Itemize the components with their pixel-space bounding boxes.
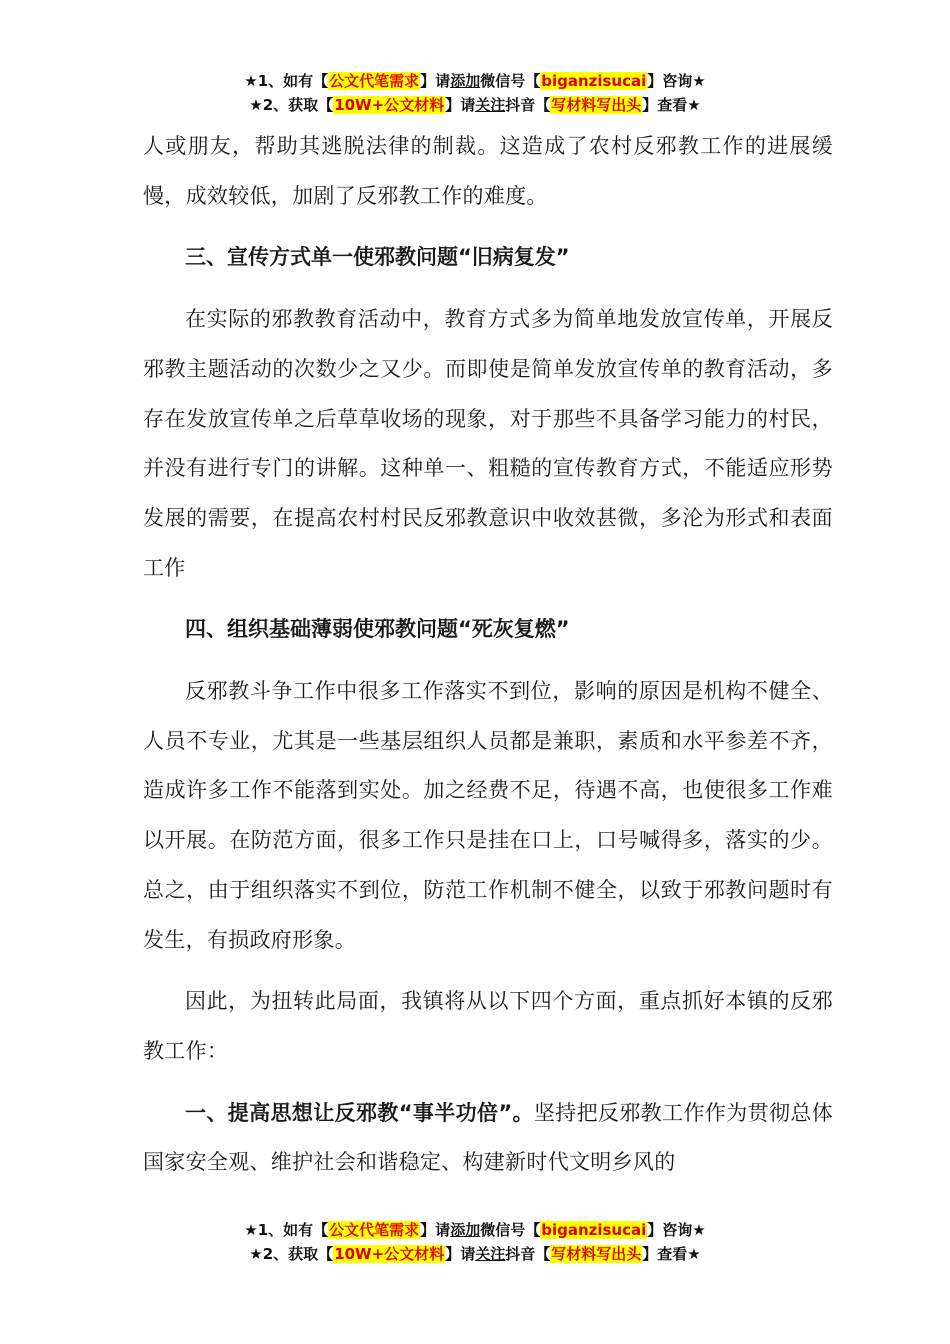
paragraph-measure-1 <box>143 1089 833 1188</box>
banner-text: 微信号【 <box>480 72 541 90</box>
paragraph-section-4: 反邪教斗争工作中很多工作落实不到位，影响的原因是机构不健全、人员不专业，尤其是一些基层组织人员都是兼职，素质和水平参差不齐，造成许多工作不能落到实处。加之经费不足，待遇不高，也使很多工作难以开展。在防范方面，很多工作只是挂在口上，口号喊得多，落实的少。总之，由于组织落实不到位，防范工作机制不健全，以致于邪教问题时有发生，有损政府形象。 <box>143 679 833 952</box>
highlight-service: 公文代笔需求 <box>329 1221 420 1239</box>
section-heading-4: 四、组织基础薄弱使邪教问题“死灰复燃” <box>185 617 570 642</box>
banner-text: ★2、获取【 <box>249 1245 334 1263</box>
banner-text: 】咨询★ <box>647 72 706 90</box>
bottom-promo-banner <box>0 1218 950 1266</box>
banner-line-1 <box>0 69 950 93</box>
banner-text: 】查看★ <box>642 1245 701 1263</box>
banner-text: 】请 <box>445 1245 476 1263</box>
banner-line-1 <box>0 1218 950 1242</box>
document-body <box>143 122 833 1188</box>
underlined-follow: 关注 <box>475 1245 506 1263</box>
measure-1-text: 坚持把反邪教工作作为贯彻总体国家安全观、维护社会和谐稳定、构建新时代文明乡风的 <box>143 1100 833 1175</box>
underlined-add: 添加 <box>450 1221 481 1239</box>
banner-text: 】查看★ <box>642 96 701 114</box>
banner-text: ★1、如有【 <box>244 72 329 90</box>
highlight-wechat-id: biganzisucai <box>541 1221 647 1239</box>
highlight-materials: 10W+公文材料 <box>334 96 445 114</box>
banner-line-2 <box>0 1242 950 1266</box>
banner-text: 抖音【 <box>505 1245 551 1263</box>
banner-text: 】咨询★ <box>647 1221 706 1239</box>
section-heading-3: 三、宣传方式单一使邪教问题“旧病复发” <box>185 245 570 270</box>
highlight-wechat-id: biganzisucai <box>541 72 647 90</box>
banner-text: ★1、如有【 <box>244 1221 329 1239</box>
banner-text: 】请 <box>420 72 451 90</box>
highlight-douyin-account: 写材料写出头 <box>551 96 642 114</box>
underlined-follow: 关注 <box>475 96 506 114</box>
underlined-add: 添加 <box>450 72 481 90</box>
paragraph-conclusion-intro: 因此，为扭转此局面，我镇将从以下四个方面，重点抓好本镇的反邪教工作： <box>143 989 833 1063</box>
banner-text: 】请 <box>445 96 476 114</box>
highlight-materials: 10W+公文材料 <box>334 1245 445 1263</box>
top-promo-banner <box>0 69 950 117</box>
paragraph-continued: 人或朋友，帮助其逃脱法律的制裁。这造成了农村反邪教工作的进展缓慢，成效较低，加剧了反邪教工作的难度。 <box>143 134 833 208</box>
highlight-service: 公文代笔需求 <box>329 72 420 90</box>
highlight-douyin-account: 写材料写出头 <box>551 1245 642 1263</box>
paragraph-section-3: 在实际的邪教教育活动中，教育方式多为简单地发放宣传单，开展反邪教主题活动的次数少之又少。而即使是简单发放宣传单的教育活动，多存在发放宣传单之后草草收场的现象，对于那些不具备学习能力的村民，并没有进行专门的讲解。这种单一、粗糙的宣传教育方式，不能适应形势发展的需要，在提高农村村民反邪教意识中收效甚微，多沦为形式和表面工作 <box>143 307 833 580</box>
banner-text: 微信号【 <box>480 1221 541 1239</box>
measure-1-title: 一、提高思想让反邪教“事半功倍”。 <box>185 1100 534 1125</box>
banner-text: 】请 <box>420 1221 451 1239</box>
banner-text: 抖音【 <box>505 96 551 114</box>
banner-text: ★2、获取【 <box>249 96 334 114</box>
banner-line-2 <box>0 93 950 117</box>
